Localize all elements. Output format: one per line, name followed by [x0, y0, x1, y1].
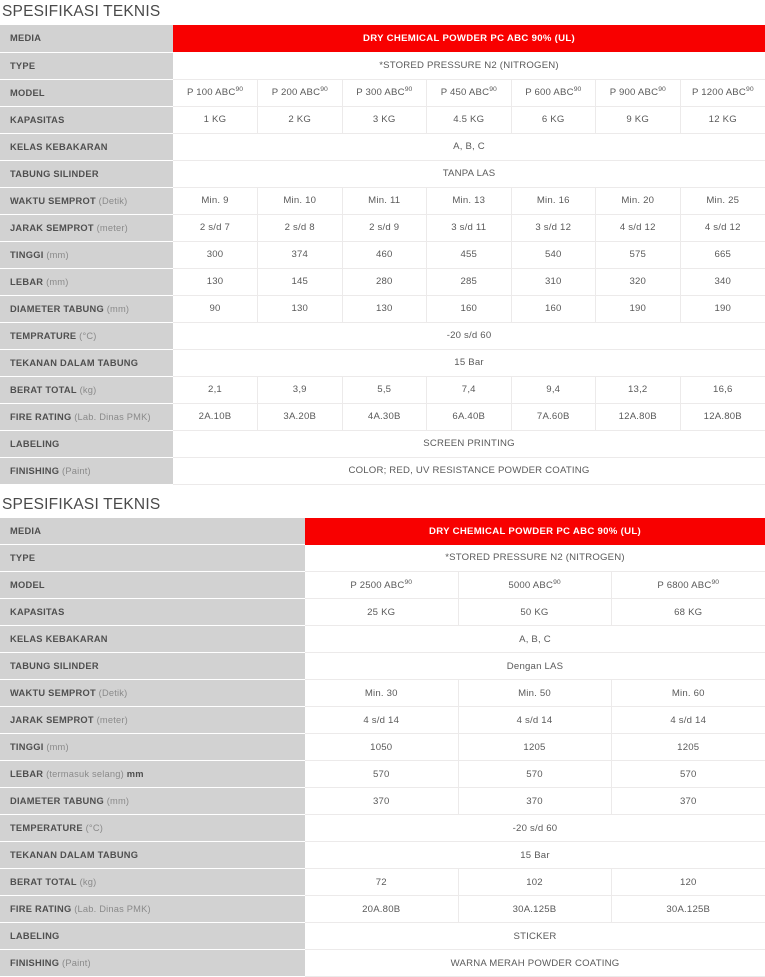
cell-text: P 450 ABC	[441, 88, 490, 99]
row-value-merged: Dengan LAS	[305, 653, 765, 680]
row-label-text: TINGGI	[10, 742, 44, 752]
row-label-text: FINISHING	[10, 466, 59, 476]
row-value-cell: 1 KG	[173, 106, 258, 133]
row-value-cell: 570	[611, 761, 765, 788]
row-value-cell: 4 s/d 12	[596, 214, 681, 241]
table-row	[0, 295, 765, 322]
row-value-cell	[305, 572, 458, 599]
row-value-cell: 370	[611, 788, 765, 815]
row-label-suffix: mm	[124, 769, 144, 779]
table-row	[0, 322, 765, 349]
cell-superscript: 90	[236, 86, 244, 93]
row-value-cell: 3 s/d 11	[427, 214, 512, 241]
row-label-unit: (°C)	[76, 331, 96, 341]
row-value-cell: 1050	[305, 734, 458, 761]
row-value-cell: 2 KG	[258, 106, 343, 133]
table-row	[0, 599, 765, 626]
row-label-text: KELAS KEBAKARAN	[10, 142, 108, 152]
row-value-cell: Min. 13	[427, 187, 512, 214]
row-value-cell: 665	[680, 241, 765, 268]
row-value-merged: 15 Bar	[173, 349, 765, 376]
row-label-unit: (mm)	[104, 304, 129, 314]
row-label-tekanan-dalam-tabung	[0, 349, 173, 376]
row-value-cell: 145	[258, 268, 343, 295]
row-label-unit: (°C)	[83, 823, 103, 833]
row-label-unit: (meter)	[94, 715, 128, 725]
row-value-merged: A, B, C	[305, 626, 765, 653]
cell-text: P 900 ABC	[610, 88, 659, 99]
table-row	[0, 626, 765, 653]
row-value-cell: 310	[511, 268, 596, 295]
row-value-merged: -20 s/d 60	[305, 815, 765, 842]
row-label-text: FIRE RATING	[10, 904, 71, 914]
row-label-lebar	[0, 761, 305, 788]
row-value-cell: 12A.80B	[596, 403, 681, 430]
row-label-diameter-tabung	[0, 295, 173, 322]
cell-text: P 200 ABC	[272, 88, 321, 99]
row-value-cell: 25 KG	[305, 599, 458, 626]
row-label-berat-total	[0, 869, 305, 896]
row-value-cell: 50 KG	[458, 599, 611, 626]
page-title-1: SPESIFIKASI TEKNIS	[0, 0, 765, 25]
row-label-text: JARAK SEMPROT	[10, 715, 94, 725]
row-label-text: LABELING	[10, 439, 60, 449]
row-value-cell: 3 s/d 12	[511, 214, 596, 241]
row-value-cell: 6 KG	[511, 106, 596, 133]
table-row	[0, 430, 765, 457]
row-label-unit: (Paint)	[59, 958, 91, 968]
row-value-merged: -20 s/d 60	[173, 322, 765, 349]
row-label-tekanan-dalam-tabung	[0, 842, 305, 869]
spec-table-2	[0, 518, 765, 977]
row-label-kelas-kebakaran	[0, 626, 305, 653]
row-label-text: JARAK SEMPROT	[10, 223, 94, 233]
row-label-jarak-semprot	[0, 214, 173, 241]
table-row	[0, 214, 765, 241]
row-value-cell: 374	[258, 241, 343, 268]
row-label-fire-rating	[0, 896, 305, 923]
row-value-cell: 190	[596, 295, 681, 322]
table-row	[0, 545, 765, 572]
row-label-text: DIAMETER TABUNG	[10, 796, 104, 806]
table-row	[0, 376, 765, 403]
table-row	[0, 79, 765, 106]
row-value-cell: Min. 11	[342, 187, 427, 214]
table-row	[0, 896, 765, 923]
row-value-cell: 370	[458, 788, 611, 815]
cell-superscript: 90	[320, 86, 328, 93]
row-value-cell: 320	[596, 268, 681, 295]
row-label-fire-rating	[0, 403, 173, 430]
row-label-unit: (Lab. Dinas PMK)	[71, 904, 150, 914]
row-label-text: TABUNG SILINDER	[10, 661, 99, 671]
row-value-cell	[611, 572, 765, 599]
row-label-unit: (Paint)	[59, 466, 91, 476]
table-row	[0, 268, 765, 295]
table-row	[0, 241, 765, 268]
row-value-cell: Min. 30	[305, 680, 458, 707]
row-value-cell: 4 s/d 12	[680, 214, 765, 241]
row-label-model	[0, 572, 305, 599]
row-value-cell: 13,2	[596, 376, 681, 403]
row-value-cell: 280	[342, 268, 427, 295]
spec-table-2-body	[0, 518, 765, 977]
cell-superscript: 90	[489, 86, 497, 93]
row-value-merged: TANPA LAS	[173, 160, 765, 187]
row-label-text: MEDIA	[10, 33, 41, 43]
row-value-cell: 5,5	[342, 376, 427, 403]
row-label-text: TEMPERATURE	[10, 823, 83, 833]
row-label-text: KAPASITAS	[10, 607, 65, 617]
row-value-cell: 3 KG	[342, 106, 427, 133]
row-value-merged: WARNA MERAH POWDER COATING	[305, 950, 765, 977]
cell-text: 5000 ABC	[508, 580, 553, 591]
row-value-cell: Min. 25	[680, 187, 765, 214]
cell-superscript: 90	[746, 86, 754, 93]
row-value-cell: 190	[680, 295, 765, 322]
table-row	[0, 25, 765, 52]
row-value-cell: 1205	[458, 734, 611, 761]
row-value-merged: A, B, C	[173, 133, 765, 160]
row-value-cell: 2 s/d 7	[173, 214, 258, 241]
row-value-cell: 68 KG	[611, 599, 765, 626]
row-value-cell: 3,9	[258, 376, 343, 403]
row-value-cell: Min. 60	[611, 680, 765, 707]
table-row	[0, 52, 765, 79]
row-label-text: KAPASITAS	[10, 115, 65, 125]
row-value-cell: 130	[258, 295, 343, 322]
row-label-tabung-silinder	[0, 653, 305, 680]
row-value-cell: 7A.60B	[511, 403, 596, 430]
row-label-lebar	[0, 268, 173, 295]
row-value-cell: 4A.30B	[342, 403, 427, 430]
row-value-cell	[458, 572, 611, 599]
row-value-cell	[511, 79, 596, 106]
row-label-unit: (Detik)	[96, 196, 128, 206]
row-label-finishing	[0, 457, 173, 484]
cell-superscript: 90	[405, 579, 413, 586]
row-label-berat-total	[0, 376, 173, 403]
row-value-merged: STICKER	[305, 923, 765, 950]
row-label-unit: (Detik)	[96, 688, 128, 698]
page-title-2: SPESIFIKASI TEKNIS	[0, 493, 765, 518]
row-label-text: MODEL	[10, 580, 45, 590]
spec-table-1	[0, 25, 765, 485]
row-value-cell	[342, 79, 427, 106]
cell-superscript: 90	[553, 579, 561, 586]
table-row	[0, 518, 765, 545]
cell-text: P 100 ABC	[187, 88, 236, 99]
row-label-model	[0, 79, 173, 106]
row-label-text: MEDIA	[10, 526, 41, 536]
table-spacer	[0, 485, 765, 493]
row-label-text: TYPE	[10, 61, 35, 71]
row-label-unit: (mm)	[44, 742, 69, 752]
row-label-text: LEBAR	[10, 277, 43, 287]
cell-text: P 2500 ABC	[350, 580, 404, 591]
row-value-cell	[596, 79, 681, 106]
row-label-unit: (mm)	[44, 250, 69, 260]
row-value-cell: 160	[427, 295, 512, 322]
row-value-cell: 3A.20B	[258, 403, 343, 430]
row-value-merged: *STORED PRESSURE N2 (NITROGEN)	[173, 52, 765, 79]
row-label-kelas-kebakaran	[0, 133, 173, 160]
table-row	[0, 761, 765, 788]
row-value-cell: 570	[305, 761, 458, 788]
row-label-kapasitas	[0, 599, 305, 626]
media-banner: DRY CHEMICAL POWDER PC ABC 90% (UL)	[305, 518, 765, 545]
row-label-waktu-semprot	[0, 680, 305, 707]
row-value-cell: 2,1	[173, 376, 258, 403]
row-label-unit: (mm)	[104, 796, 129, 806]
cell-superscript: 90	[712, 579, 720, 586]
row-value-cell: 455	[427, 241, 512, 268]
row-label-unit: (Lab. Dinas PMK)	[71, 412, 150, 422]
table-row	[0, 842, 765, 869]
row-value-cell: 2A.10B	[173, 403, 258, 430]
row-value-cell: 12 KG	[680, 106, 765, 133]
row-label-type	[0, 52, 173, 79]
row-value-cell	[173, 79, 258, 106]
row-label-text: TEKANAN DALAM TABUNG	[10, 850, 138, 860]
row-value-cell: 300	[173, 241, 258, 268]
row-label-kapasitas	[0, 106, 173, 133]
row-label-media	[0, 25, 173, 52]
row-value-merged: SCREEN PRINTING	[173, 430, 765, 457]
cell-superscript: 90	[574, 86, 582, 93]
table-row	[0, 950, 765, 977]
table-row	[0, 457, 765, 484]
table-row	[0, 160, 765, 187]
row-value-cell: 285	[427, 268, 512, 295]
row-label-text: FINISHING	[10, 958, 59, 968]
row-value-cell: 7,4	[427, 376, 512, 403]
table-row	[0, 707, 765, 734]
row-value-cell: 72	[305, 869, 458, 896]
row-value-cell: 120	[611, 869, 765, 896]
row-label-unit: (kg)	[77, 385, 97, 395]
cell-superscript: 90	[405, 86, 413, 93]
row-label-labeling	[0, 923, 305, 950]
row-value-cell: 160	[511, 295, 596, 322]
row-label-type	[0, 545, 305, 572]
table-row	[0, 788, 765, 815]
row-value-cell: 340	[680, 268, 765, 295]
cell-text: P 300 ABC	[356, 88, 405, 99]
row-value-cell: Min. 50	[458, 680, 611, 707]
table-row	[0, 869, 765, 896]
table-row	[0, 680, 765, 707]
row-value-cell	[258, 79, 343, 106]
row-label-text: BERAT TOTAL	[10, 877, 77, 887]
row-value-merged: COLOR; RED, UV RESISTANCE POWDER COATING	[173, 457, 765, 484]
row-label-text: TINGGI	[10, 250, 44, 260]
row-value-cell: Min. 16	[511, 187, 596, 214]
row-label-labeling	[0, 430, 173, 457]
table-row	[0, 923, 765, 950]
row-value-cell: 12A.80B	[680, 403, 765, 430]
row-value-merged: 15 Bar	[305, 842, 765, 869]
row-value-cell: 9,4	[511, 376, 596, 403]
row-value-cell: 460	[342, 241, 427, 268]
row-value-cell: 1205	[611, 734, 765, 761]
row-value-cell: 2 s/d 8	[258, 214, 343, 241]
table-row	[0, 653, 765, 680]
cell-superscript: 90	[658, 86, 666, 93]
row-value-cell: 540	[511, 241, 596, 268]
table-row	[0, 349, 765, 376]
row-value-cell: 20A.80B	[305, 896, 458, 923]
row-label-text: LABELING	[10, 931, 60, 941]
row-value-cell: 9 KG	[596, 106, 681, 133]
row-value-cell: 30A.125B	[611, 896, 765, 923]
row-value-cell: 575	[596, 241, 681, 268]
row-value-cell: 2 s/d 9	[342, 214, 427, 241]
row-label-text: BERAT TOTAL	[10, 385, 77, 395]
row-value-cell: Min. 10	[258, 187, 343, 214]
table-row	[0, 133, 765, 160]
row-label-text: WAKTU SEMPROT	[10, 688, 96, 698]
row-label-waktu-semprot	[0, 187, 173, 214]
row-label-media	[0, 518, 305, 545]
table-row	[0, 734, 765, 761]
row-value-cell: 30A.125B	[458, 896, 611, 923]
table-row	[0, 572, 765, 599]
row-value-cell: 130	[173, 268, 258, 295]
row-label-text: TABUNG SILINDER	[10, 169, 99, 179]
row-label-text: DIAMETER TABUNG	[10, 304, 104, 314]
table-row	[0, 106, 765, 133]
table-row	[0, 187, 765, 214]
cell-text: P 6800 ABC	[657, 580, 711, 591]
row-value-cell: 102	[458, 869, 611, 896]
row-label-text: TYPE	[10, 553, 35, 563]
row-label-temprature	[0, 322, 173, 349]
row-label-text: WAKTU SEMPROT	[10, 196, 96, 206]
row-value-cell: 4 s/d 14	[611, 707, 765, 734]
row-value-cell: 130	[342, 295, 427, 322]
row-value-cell: Min. 9	[173, 187, 258, 214]
row-label-finishing	[0, 950, 305, 977]
row-value-cell: 6A.40B	[427, 403, 512, 430]
row-value-cell: 570	[458, 761, 611, 788]
table-row	[0, 815, 765, 842]
row-value-cell	[680, 79, 765, 106]
row-value-cell: 90	[173, 295, 258, 322]
row-value-cell: 4 s/d 14	[305, 707, 458, 734]
media-banner: DRY CHEMICAL POWDER PC ABC 90% (UL)	[173, 25, 765, 52]
row-label-unit: (kg)	[77, 877, 97, 887]
row-label-text: FIRE RATING	[10, 412, 71, 422]
table-row	[0, 403, 765, 430]
row-label-tabung-silinder	[0, 160, 173, 187]
row-value-cell: 4.5 KG	[427, 106, 512, 133]
row-label-text: LEBAR	[10, 769, 43, 779]
row-label-text: TEKANAN DALAM TABUNG	[10, 358, 138, 368]
row-label-unit: (termasuk selang)	[43, 769, 124, 779]
row-label-text: MODEL	[10, 88, 45, 98]
row-label-text: TEMPRATURE	[10, 331, 76, 341]
row-label-jarak-semprot	[0, 707, 305, 734]
row-label-text: KELAS KEBAKARAN	[10, 634, 108, 644]
row-label-temperature	[0, 815, 305, 842]
row-label-tinggi	[0, 241, 173, 268]
cell-text: P 1200 ABC	[692, 88, 746, 99]
row-label-diameter-tabung	[0, 788, 305, 815]
row-value-cell	[427, 79, 512, 106]
row-label-unit: (mm)	[43, 277, 68, 287]
row-label-unit: (meter)	[94, 223, 128, 233]
row-value-merged: *STORED PRESSURE N2 (NITROGEN)	[305, 545, 765, 572]
row-value-cell: 370	[305, 788, 458, 815]
cell-text: P 600 ABC	[525, 88, 574, 99]
row-value-cell: Min. 20	[596, 187, 681, 214]
spec-table-1-body	[0, 25, 765, 484]
row-value-cell: 16,6	[680, 376, 765, 403]
row-value-cell: 4 s/d 14	[458, 707, 611, 734]
row-label-tinggi	[0, 734, 305, 761]
